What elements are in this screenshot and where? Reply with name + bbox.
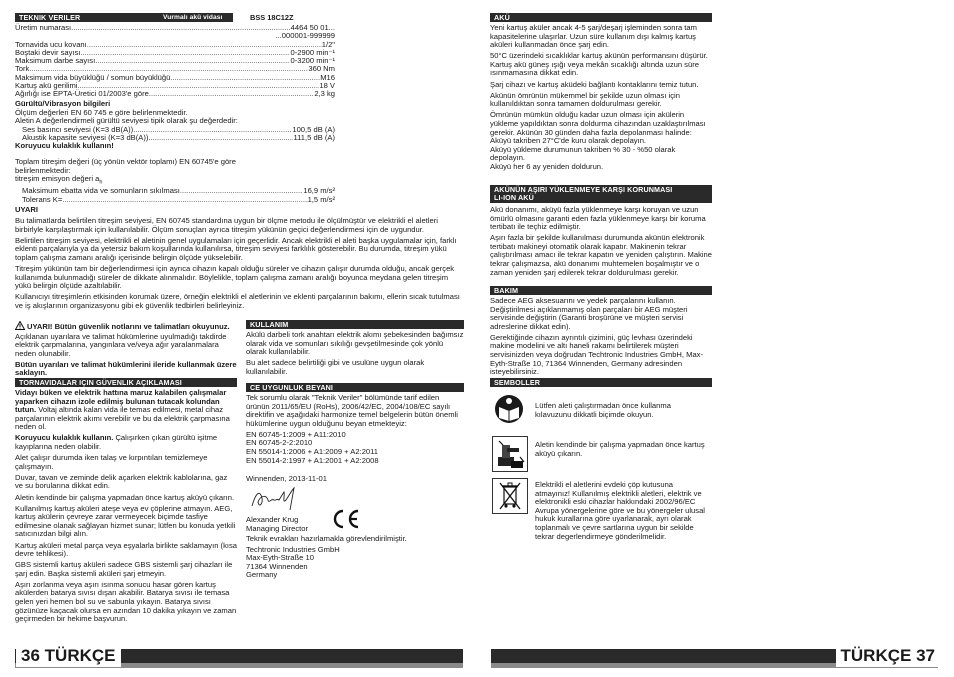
spec-header-title: TEKNIK VERILER [19, 13, 81, 22]
spec-label: Tornavida ucu kovanı [15, 39, 87, 49]
aku-header: AKÜ [490, 13, 712, 22]
noise-line-2: Aletin A değerlendirmeli gürültü seviyesi tipik olarak şu değerdedir: [15, 116, 238, 126]
usage-header: KULLANIM [246, 320, 464, 329]
safety-intro: UYARI! Bütün güvenlik notlarını ve talimatları okuyunuz. Açıklanan uyarılara ve talimat hükümlerine uyulmadığı takdirde elektrik çarpmalarına, yangınlara ve/veya ağır yaralanmalara neden olunabilir. [15, 322, 230, 358]
vibration-block [15, 158, 335, 204]
spec-label: Ağırlığı ise EPTA-Üretici 01/2003'e göre [15, 89, 149, 99]
spec-value: 4464 50 01... [290, 23, 335, 32]
maintenance-block [490, 297, 712, 379]
noise-block [15, 100, 335, 151]
symbol-1-text: Lütfen aleti çalıştırmadan önce kullanma kılavuzunu dikkatli biçimde okuyun. [535, 401, 671, 419]
spec-label: Maksimum darbe sayısı [15, 56, 96, 66]
aku-p3: Şarj cihazı ve kartuş aküdeki bağlantı kontaklarını temiz tutun. [490, 79, 699, 89]
noise-title: Gürültü/Vibrasyon bilgileri [15, 99, 111, 108]
spec-label: Tork [15, 64, 30, 74]
ear-protect-note: Koruyucu kulaklık kullanın! [15, 141, 114, 151]
symbols-header: SEMBOLLER [490, 378, 712, 387]
ce-mark-icon [330, 509, 360, 534]
vib-line-2: titreşim emisyon değeri $a_h$ [15, 174, 103, 186]
aku-p5: Ömrünün mümkün olduğu kadar uzun olması için akülerin yükleme yapıldıktan sonra doldurma cihazından uzaklaştırılması gerekir. Akünün 30 günden daha fazla depolanması halinde: [490, 110, 706, 137]
aku-list-item: Aküyü yükleme durumunun takriben % 30 - %50 olarak depolayın. [490, 144, 676, 163]
spec-value: 0-3200 min⁻¹ [290, 56, 335, 66]
place-date: Winnenden, 2013-11-01 [246, 474, 327, 484]
spec-row [15, 57, 335, 65]
ce-text: Tek sorumlu olarak "Teknik Veriler" bölümünde tarif edilen ürünün 2011/65/EU (RoHs), 2006/42/EC, 2004/108/EC sayılı direktifin ve aşağıdaki harmonize temel belgelerin bütün önemli hükümlerine uygun olduğunu beyan etmekteyiz: [246, 393, 458, 428]
aku-p1: Yeni kartuş aküler ancak 4-5 şarj/deşarj işleminden sonra tam kapasitelerine ulaşırlar. Uzun süre kullanım dışı kalmış kartuş aküleri kullanmadan önce şarj edin. [490, 23, 697, 50]
read-manual-symbol [492, 393, 528, 425]
vib-line-1: Toplam titreşim değeri (üç yönün vektör toplamı) EN 60745'e göre belirlenmektedir: [15, 157, 236, 175]
aku-list-item: Aküyü takriben 27°C'de kuru olarak depolayın. [490, 136, 647, 146]
maint-p1: Sadece AEG aksesuarını ve yedek parçalarını kullanın. Değiştirilmesi açıklanmamış olan parçaları bir AEG müşteri servisinde değiştirin (Garanti broşürüne ve müşteri servisi adreslerine dikkat edin). [490, 296, 688, 331]
noise-table [15, 126, 335, 143]
ce-standards [246, 431, 464, 465]
noise-value: 100,5 dB (A) [292, 124, 335, 134]
aku-list [490, 137, 712, 171]
aku-p2: 50°C üzerindeki sıcaklıklar kartuş akünün performansını düşürür. Kartuş akü güneş ışığı veya mekân sıcaklığı altında uzun süre ısınmamasına dikkat edin. [490, 51, 708, 78]
address-line: 71364 Winnenden [246, 561, 308, 571]
warning-title: UYARI [15, 205, 38, 214]
battery-removal-icon [493, 437, 527, 471]
tornavida-p9: Aşırı zorlanma veya aşırı ısınma sonucu hasar gören kartuş akülerden batarya sıvısı dışarı akabilir. Batarya sıvısı ile temasa gelen yeri hemen bol su ve sabunla yıkayın. Batarya sıvısı gözünüze kaçacak olursa en azından 10 dakika yıkayın ve zaman geçirmeden bir hekime başvurun. [15, 579, 237, 624]
signature [250, 486, 300, 517]
warning-p1: Bu talimatlarda belirtilen titreşim seviyesi, EN 60745 standardına uygun bir ölçme metodu ile ölçülmüştür ve elektrikli el aletleri birbirlyle karşılaştırmak için kullanılabilir. Ölçüm sonuçları ayrıca titreşim yükünün geçici değerlendirmesi için de uygundur. [15, 216, 438, 234]
overload-p1: Akü donanımı, aküyü fazla yüklenmeye karşı koruyan ve uzun ömürlü olmasını garanti eden fazla yüklenmeye karşı bir koruma tertibatı ile teçhiz edilmiştir. [490, 205, 706, 232]
safety-block [15, 321, 237, 381]
safety-keep: Bütün uyarıları ve talimat hükümlerini ileride kullanmak üzere saklayın. [15, 359, 237, 378]
address [246, 546, 471, 580]
noise-line-1: Ölçüm değerleri EN 60 745 e göre belirlenmektedir. [15, 107, 188, 117]
spec-header-sub: Vurmalı akü vidası [163, 14, 223, 21]
tornavida-header: TORNAVIDALAR IÇIN GÜVENLIK AÇIKLAMASI [15, 378, 237, 387]
vib-row [22, 196, 335, 204]
tornavida-p3: Alet çalışır durumda iken talaş ve kırpıntıları temizlemeye çalışmayın. [15, 453, 208, 471]
spec-label: Üretim numarası [15, 23, 72, 32]
weee-symbol [492, 478, 528, 514]
read-manual-icon [493, 393, 527, 425]
address-line: Max-Eyth-Straße 10 [246, 553, 314, 563]
usage-p2: Bu alet sadece belirtiliği gibi ve usulüne uygun olarak kullanılabilir. [246, 358, 425, 376]
overload-p2: Aşırı fazla bir şekilde kullanılması durumunda akünün elektronik tertibatı makineyi otomatik olarak kapatır. Makinenin tekrar çalıştırılması amacı ile tekrar kapatın ve yeniden çalıştırın. Makine tekrar çalışmazsa, akü donanımı muhtemelen boşalmıştır ve o zaman yeniden şarj edilerek tekrar doldurulması gerekir. [490, 233, 712, 277]
overload-block [490, 206, 712, 280]
tornavida-p8: GBS sistemli kartuş aküleri sadece GBS sistemli şarj cihazları ile şarj edin. Başka sistemli aküleri şarj etmeyin. [15, 560, 233, 578]
spec-label: Maksimum vida büyüklüğü / somun büyüklüğü [15, 72, 171, 82]
spec-value: ...000001-999999 [275, 31, 335, 41]
vib-table [15, 187, 335, 204]
warning-p2: Belirtilen titreşim seviyesi, elektrikli el aletinin genel uygulamaları için geçerlidir. Ancak elektrikli el aleti başka uygulamalar için, farklı eklenti parçalarıyla ya da yetersiz bakım koşullarında kullanılırsa, titreşim seviyesi farklılık gösterebilir. Bu durumda, titreşim yükü toplam çalışma zamanı aralığı içerisinde belirgin ölçüde yükselebilir. [15, 235, 457, 262]
spec-value: 2,3 kg [314, 89, 335, 99]
ce-block [246, 394, 464, 484]
tornavida-block [15, 389, 237, 626]
symbol-3-text: Elektrikli el aletlerini evdeki çöp kutusuna atmayınız! Kullanılmış elektrikli aletleri, elektrik ve elektronikli eski cihazlar hakkındaki 2002/96/EC Avrupa yönergelerine göre ve bu yönergeler ulusal hukuk kurallarına göre uyarlanarak, ayrı olarak toplanmalı ve çevre sartlarına uygun bir sekilde tekrar degerlendirmeye gönderilmelidir. [535, 480, 705, 541]
signer-role: Managing Director [246, 523, 309, 533]
aku-p4: Akünün ömrünün mükemmel bir şekilde uzun olması için kullanıldıktan sonra tamamen doldurulması gerekir. [490, 90, 680, 109]
tornavida-p2: Koruyucu kulaklık kullanın. Çalışırken çıkan gürültü işitme kayıplarına neden olabilir. [15, 433, 218, 452]
spec-value: 1/2" [321, 39, 335, 49]
crossed-bin-icon [495, 480, 525, 512]
tornavida-p5: Aletin kendinde bir çalışma yapmadan önce kartuş aküyü çıkarın. [15, 492, 235, 502]
vib-label: Maksimum ebatta vida ve somunların sıkılması [22, 186, 180, 196]
ce-standard: EN 60745-1:2009 + A11:2010 [246, 429, 346, 439]
usage-block [246, 331, 464, 379]
aku-list-item: Aküyü her 6 ay yeniden doldurun. [490, 161, 604, 171]
spec-value: 0-2900 min⁻¹ [290, 47, 335, 57]
spec-row [15, 90, 335, 98]
right-page [477, 0, 954, 677]
warning-p3: Titreşim yükünün tam bir değerlendirmesi için ayrıca cihazın kapalı olduğu süreler ve cihazın çalışır durumda olduğu, ancak gerçek kullanımda bulunmadığı süreler de dikkate alınmalıdır. Böylelikle, toplam çalışma zamanı aralığı boyunca meydana gelen titreşim yükü belirgin ölçüde azaltılabilir. [15, 264, 455, 291]
symbol-2-text: Aletin kendinde bir çalışma yapmadan önce kartuş aküyü çıkarın. [535, 440, 705, 458]
vib-value: 16,9 m/s² [303, 186, 335, 196]
ce-standard: EN 55014-1:2006 + A1:2009 + A2:2011 [246, 447, 379, 457]
signer-name: Alexander Krug [246, 515, 299, 524]
noise-label: Ses basıncı seviyesi (K=3 dB(A)) [22, 124, 134, 134]
address-line: Germany [246, 570, 278, 580]
overload-header: AKÜNÜN AŞIRI YÜKLENMEYE KARŞI KORUNMASI LI-ION AKÜ [490, 185, 712, 203]
aku-block [490, 24, 712, 172]
warning-p4: Kullanıcıyı titreşimlerin etkisinden korumak üzere, örneğin elektrikli el aletlerinin ve eklenti parçalarının bakımı, ellerin sıcak tutulması ve iş akışlarının organizasyonu gibi ek güvenlik tedbirleri belirleyiniz. [15, 292, 460, 310]
vib-label: Tolerans K= [22, 194, 63, 204]
address-line: Techtronic Industries GmbH [246, 544, 340, 554]
ce-header: CE UYGUNLUK BEYANI [246, 383, 464, 392]
maintenance-header: BAKIM [490, 286, 712, 295]
spec-model: BSS 18C12Z [250, 13, 294, 22]
tornavida-p4: Duvar, tavan ve zeminde delik açarken elektrik kablolarına, gaz ve su borularına dikkat edin. [15, 472, 228, 491]
spec-header [15, 13, 233, 22]
maint-p2: Gerektiğinde cihazın ayrıntılı çizimini, güç levhası üzerindeki makine modelini ve altı haneli rakamı belirtilerek müşteri servisinizden veya doğrudan Techtronic Industries GmbH, Max-Eyth-Straße 10, 71364 Winnenden, Germany adresinden isteyebilirsiniz. [490, 332, 704, 377]
remove-battery-symbol [492, 436, 528, 472]
spec-value: 360 Nm [308, 64, 335, 74]
noise-value: 111,5 dB (A) [293, 133, 335, 143]
spec-label: Boştaki devir sayısı [15, 47, 81, 57]
tornavida-p6: Kullanılmış kartuş aküleri ateşe veya ev çöplerine atmayın. AEG, kartuş akülerin çevreye zarar vermeyecek biçimde tasfiye edilmesine olanak sağlayan hizmet sunar; lütfen bu konuda yetkili satıcınızdan bilgi alın. [15, 503, 236, 539]
noise-label: Akustik kapasite seviyesi (K=3 dB(A)) [22, 133, 149, 143]
ce-standard: EN 55014-2:1997 + A1:2001 + A2:2008 [246, 455, 379, 465]
usage-p1: Akülü darbeli tork anahtarı elektrik akımı şebekesinden bağımsız olarak vida ve somunları sıkılığı gevşetilmesinde çok yönlü olarak kullanılabilir. [246, 330, 464, 357]
spec-table [15, 24, 335, 99]
spec-label: Kartuş akü gerilimi [15, 81, 78, 91]
tornavida-p1: Vidayı büken ve elektrik hattına maruz kalabilen çalışmalar yaparken cihazın izole edilmiş bulunan tutacak kolundan tutun. Voltaj altında kalan vida ile temas edilmesi, metal cihaz parçalarının elektrik akımı verebilir ve bu da elektrik çarpmasına neden ol. [15, 388, 230, 432]
spec-value: M16 [320, 72, 335, 82]
ce-standard: EN 60745-2-2:2010 [246, 438, 313, 448]
warning-block [15, 206, 465, 313]
page-number-left: 36 TÜRKÇE [16, 645, 121, 667]
page-number-right: TÜRKÇE 37 [836, 645, 941, 667]
vib-value: 1,5 m/s² [307, 194, 335, 204]
auth-text: Teknik evrakları hazırlamakla görevlendirilmiştir. [246, 534, 407, 543]
tornavida-p7: Kartuş aküleri metal parça veya eşyalarla birlikte saklamayın (kısa devre tehlikesi). [15, 540, 237, 559]
spec-value: 18 V [319, 81, 335, 91]
auth-block [246, 535, 471, 580]
vib-row [22, 187, 335, 195]
